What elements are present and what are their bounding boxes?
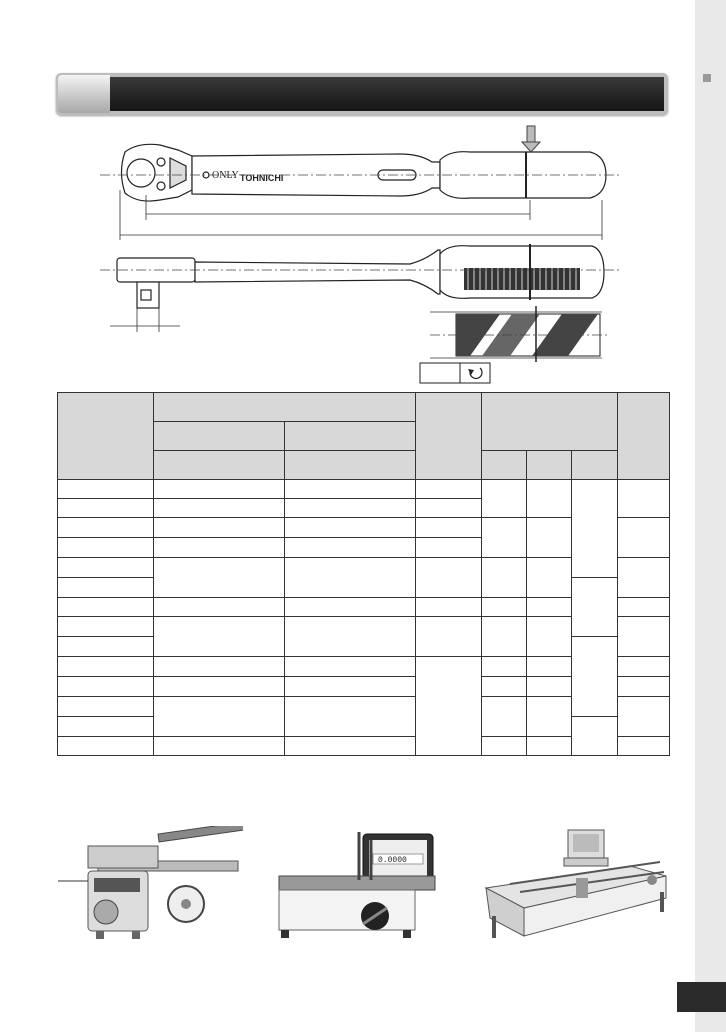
load-arrow-icon — [522, 126, 540, 152]
header-cell — [482, 451, 527, 480]
torque-tester-photo-1 — [58, 826, 243, 941]
table-row — [58, 480, 670, 499]
side-marker — [703, 74, 711, 82]
header-cell — [527, 451, 572, 480]
header-cell — [154, 393, 416, 422]
grip-detail — [430, 306, 610, 362]
brand-name: TOHNICHI — [240, 173, 284, 183]
header-cell — [285, 422, 416, 451]
screen-readout: 0.0000 — [378, 856, 407, 865]
specification-table — [57, 392, 670, 756]
header-cell — [482, 393, 618, 451]
header-cell — [572, 451, 618, 480]
side-strip — [695, 0, 726, 1032]
torque-tester-photo-3 — [480, 828, 670, 946]
header-cell — [618, 393, 670, 480]
header-cell — [154, 451, 285, 480]
torque-tester-photo-2 — [275, 832, 443, 940]
brand-badge: ONLY — [212, 170, 239, 181]
header-cell — [416, 393, 482, 480]
wrench-drawing — [0, 0, 695, 395]
square-drive-dimension — [110, 308, 180, 332]
grip-knurl — [464, 268, 580, 290]
wrench-top-view — [122, 144, 607, 201]
header-cell — [58, 393, 154, 480]
page-number-tab — [677, 982, 726, 1012]
header-cell — [285, 451, 416, 480]
header-cell — [154, 422, 285, 451]
rotation-symbol-box — [420, 363, 490, 383]
